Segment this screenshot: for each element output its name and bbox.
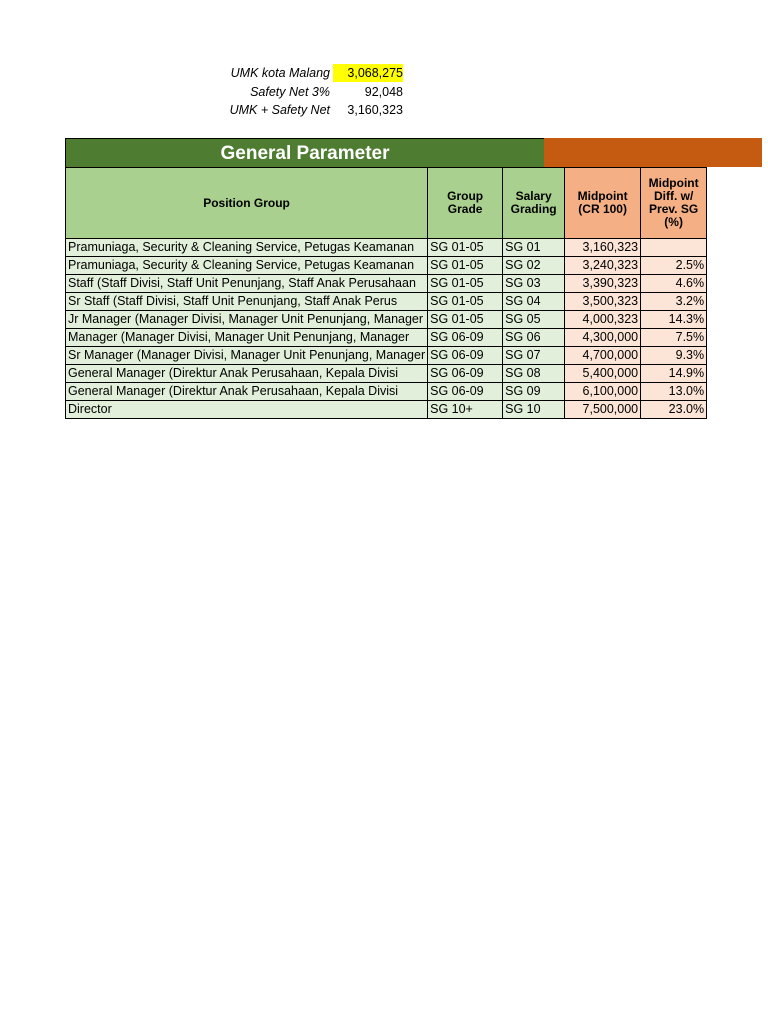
cell-group-grade: SG 01-05 [428, 257, 503, 275]
cell-midpoint: 3,500,323 [565, 293, 641, 311]
cell-group-grade: SG 01-05 [428, 311, 503, 329]
cell-position: General Manager (Direktur Anak Perusahaan, Kepala Divisi [66, 383, 428, 401]
sheet-title: General Parameter [65, 138, 544, 167]
cell-midpoint-diff: 14.3% [641, 311, 707, 329]
summary-value: 3,068,275 [333, 64, 403, 82]
summary-row [0, 83, 768, 101]
cell-group-grade: SG 01-05 [428, 239, 503, 257]
summary-label: UMK + Safety Net [229, 103, 330, 117]
table-row [66, 383, 707, 401]
cell-position: Pramuniaga, Security & Cleaning Service, Petugas Keamanan [66, 257, 428, 275]
cell-salary-grade: SG 08 [503, 365, 565, 383]
cell-salary-grade: SG 01 [503, 239, 565, 257]
cell-midpoint: 4,700,000 [565, 347, 641, 365]
cell-position: Sr Staff (Staff Divisi, Staff Unit Penunjang, Staff Anak Perus [66, 293, 428, 311]
cell-midpoint-diff: 3.2% [641, 293, 707, 311]
cell-group-grade: SG 06-09 [428, 347, 503, 365]
cell-midpoint: 5,400,000 [565, 365, 641, 383]
header-group-grade: Group Grade [428, 168, 503, 239]
summary-label: UMK kota Malang [230, 66, 330, 80]
cell-midpoint: 4,000,323 [565, 311, 641, 329]
cell-midpoint: 3,390,323 [565, 275, 641, 293]
salary-grade-table [65, 167, 707, 419]
cell-midpoint-diff: 7.5% [641, 329, 707, 347]
table-row [66, 239, 707, 257]
header-midpoint: Midpoint (CR 100) [565, 168, 641, 239]
summary-label: Safety Net 3% [250, 85, 330, 99]
header-salary-grading: Salary Grading [503, 168, 565, 239]
cell-group-grade: SG 06-09 [428, 329, 503, 347]
cell-position: Director [66, 401, 428, 419]
cell-salary-grade: SG 10 [503, 401, 565, 419]
cell-midpoint: 6,100,000 [565, 383, 641, 401]
table-row [66, 311, 707, 329]
cell-salary-grade: SG 09 [503, 383, 565, 401]
cell-position: Jr Manager (Manager Divisi, Manager Unit Penunjang, Manager [66, 311, 428, 329]
cell-position: Sr Manager (Manager Divisi, Manager Unit Penunjang, Manager [66, 347, 428, 365]
cell-midpoint-diff: 4.6% [641, 275, 707, 293]
table-row [66, 365, 707, 383]
cell-position: Manager (Manager Divisi, Manager Unit Penunjang, Manager [66, 329, 428, 347]
cell-position: Pramuniaga, Security & Cleaning Service, Petugas Keamanan [66, 239, 428, 257]
cell-midpoint: 3,240,323 [565, 257, 641, 275]
cell-position: General Manager (Direktur Anak Perusahaan, Kepala Divisi [66, 365, 428, 383]
summary-value: 92,048 [364, 85, 403, 99]
table-row [66, 257, 707, 275]
cell-midpoint-diff: 9.3% [641, 347, 707, 365]
cell-midpoint: 3,160,323 [565, 239, 641, 257]
cell-midpoint-diff: 13.0% [641, 383, 707, 401]
cell-midpoint-diff [641, 239, 707, 257]
cell-group-grade: SG 01-05 [428, 275, 503, 293]
cell-group-grade: SG 10+ [428, 401, 503, 419]
summary-row [0, 64, 768, 82]
cell-salary-grade: SG 07 [503, 347, 565, 365]
cell-group-grade: SG 01-05 [428, 293, 503, 311]
cell-salary-grade: SG 06 [503, 329, 565, 347]
cell-midpoint: 7,500,000 [565, 401, 641, 419]
cell-salary-grade: SG 04 [503, 293, 565, 311]
header-position-group: Position Group [66, 168, 428, 239]
cell-position: Staff (Staff Divisi, Staff Unit Penunjang, Staff Anak Perusahaan [66, 275, 428, 293]
table-row [66, 275, 707, 293]
table-row [66, 401, 707, 419]
cell-midpoint-diff: 2.5% [641, 257, 707, 275]
summary-value: 3,160,323 [347, 103, 403, 117]
summary-row [0, 101, 768, 119]
cell-salary-grade: SG 02 [503, 257, 565, 275]
cell-salary-grade: SG 05 [503, 311, 565, 329]
cell-group-grade: SG 06-09 [428, 365, 503, 383]
cell-midpoint-diff: 14.9% [641, 365, 707, 383]
cell-salary-grade: SG 03 [503, 275, 565, 293]
header-midpoint-diff: Midpoint Diff. w/ Prev. SG (%) [641, 168, 707, 239]
orange-header-band [544, 138, 762, 167]
cell-midpoint-diff: 23.0% [641, 401, 707, 419]
table-row [66, 347, 707, 365]
cell-group-grade: SG 06-09 [428, 383, 503, 401]
cell-midpoint: 4,300,000 [565, 329, 641, 347]
table-header-row [66, 168, 707, 239]
table-row [66, 293, 707, 311]
table-row [66, 329, 707, 347]
